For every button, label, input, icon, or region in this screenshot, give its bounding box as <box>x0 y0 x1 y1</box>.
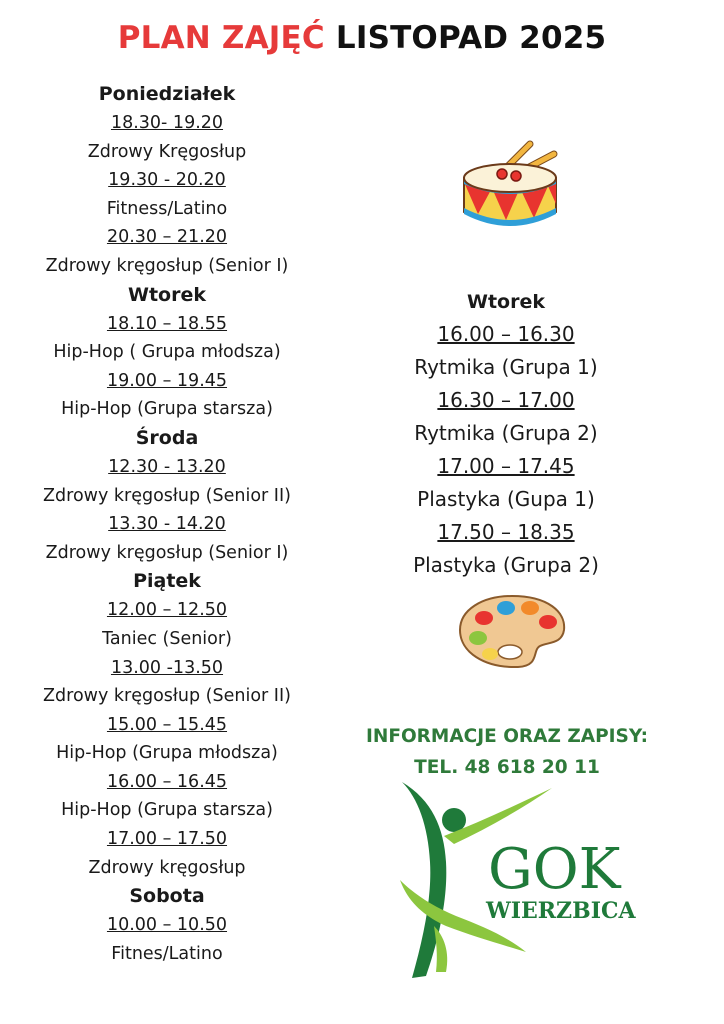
schedule-left-column <box>0 80 334 968</box>
class-name: Zdrowy kręgosłup (Senior I) <box>45 542 289 563</box>
class-name: Zdrowy Kręgosłup <box>87 141 247 162</box>
info-heading: INFORMACJE ORAZ ZAPISY: <box>365 726 649 747</box>
time-slot: 17.50 – 18.35 <box>437 520 575 544</box>
title-black-part: LISTOPAD 2025 <box>335 20 607 56</box>
class-name: Zdrowy kręgosłup <box>88 857 246 878</box>
time-slot: 13.00 -13.50 <box>110 657 224 678</box>
time-slot: 17.00 – 17.50 <box>106 829 228 850</box>
class-name: Plastyka (Grupa 2) <box>413 553 599 577</box>
day-heading-tuesday: Wtorek <box>128 283 206 306</box>
time-slot: 18.10 – 18.55 <box>106 313 228 334</box>
time-slot: 15.00 – 15.45 <box>106 714 228 735</box>
time-slot: 10.00 – 10.50 <box>106 915 228 936</box>
logo-place: WIERZBICA <box>486 898 636 924</box>
time-slot: 16.00 – 16.45 <box>106 771 228 792</box>
time-slot: 19.00 – 19.45 <box>106 370 228 391</box>
time-slot: 17.00 – 17.45 <box>437 454 575 478</box>
time-slot: 18.30- 19.20 <box>110 113 224 133</box>
class-name: Fitnes/Latino <box>111 943 223 964</box>
class-name: Rytmika (Grupa 1) <box>414 355 598 379</box>
day-heading-wednesday: Środa <box>135 426 199 449</box>
time-slot: 12.30 - 13.20 <box>108 456 226 477</box>
class-name: Fitness/Latino <box>106 198 228 219</box>
title-red-part: PLAN ZAJĘĆ <box>117 20 325 56</box>
time-slot: 12.00 – 12.50 <box>106 600 228 621</box>
class-name: Hip-Hop ( Grupa młodsza) <box>53 342 281 363</box>
class-name: Zdrowy kręgosłup (Senior II) <box>43 686 291 707</box>
page-title <box>0 20 724 56</box>
class-name: Taniec (Senior) <box>102 628 232 649</box>
drum-icon <box>458 138 562 230</box>
class-name: Zdrowy kręgosłup (Senior II) <box>43 485 291 506</box>
logo-name: GOK <box>488 837 621 902</box>
gok-logo <box>384 776 660 986</box>
day-heading-saturday: Sobota <box>129 885 205 908</box>
day-heading-tuesday: Wtorek <box>467 291 545 313</box>
class-name: Zdrowy kręgosłup (Senior I) <box>45 255 289 276</box>
info-phone: TEL. 48 618 20 11 <box>414 757 600 778</box>
time-slot: 16.30 – 17.00 <box>437 388 575 412</box>
class-name: Hip-Hop (Grupa starsza) <box>61 800 273 821</box>
class-name: Hip-Hop (Grupa młodsza) <box>56 743 278 764</box>
class-name: Plastyka (Gupa 1) <box>417 487 595 511</box>
time-slot: 16.00 – 16.30 <box>437 322 575 346</box>
class-name: Rytmika (Grupa 2) <box>414 421 598 445</box>
time-slot: 20.30 – 21.20 <box>106 227 228 248</box>
schedule-right-column <box>350 286 662 582</box>
time-slot: 19.30 - 20.20 <box>108 170 226 191</box>
class-name: Hip-Hop (Grupa starsza) <box>61 399 273 420</box>
palette-icon <box>456 592 568 670</box>
day-heading-monday: Poniedziałek <box>98 83 236 105</box>
time-slot: 13.30 - 14.20 <box>108 514 226 535</box>
day-heading-friday: Piątek <box>133 570 201 593</box>
